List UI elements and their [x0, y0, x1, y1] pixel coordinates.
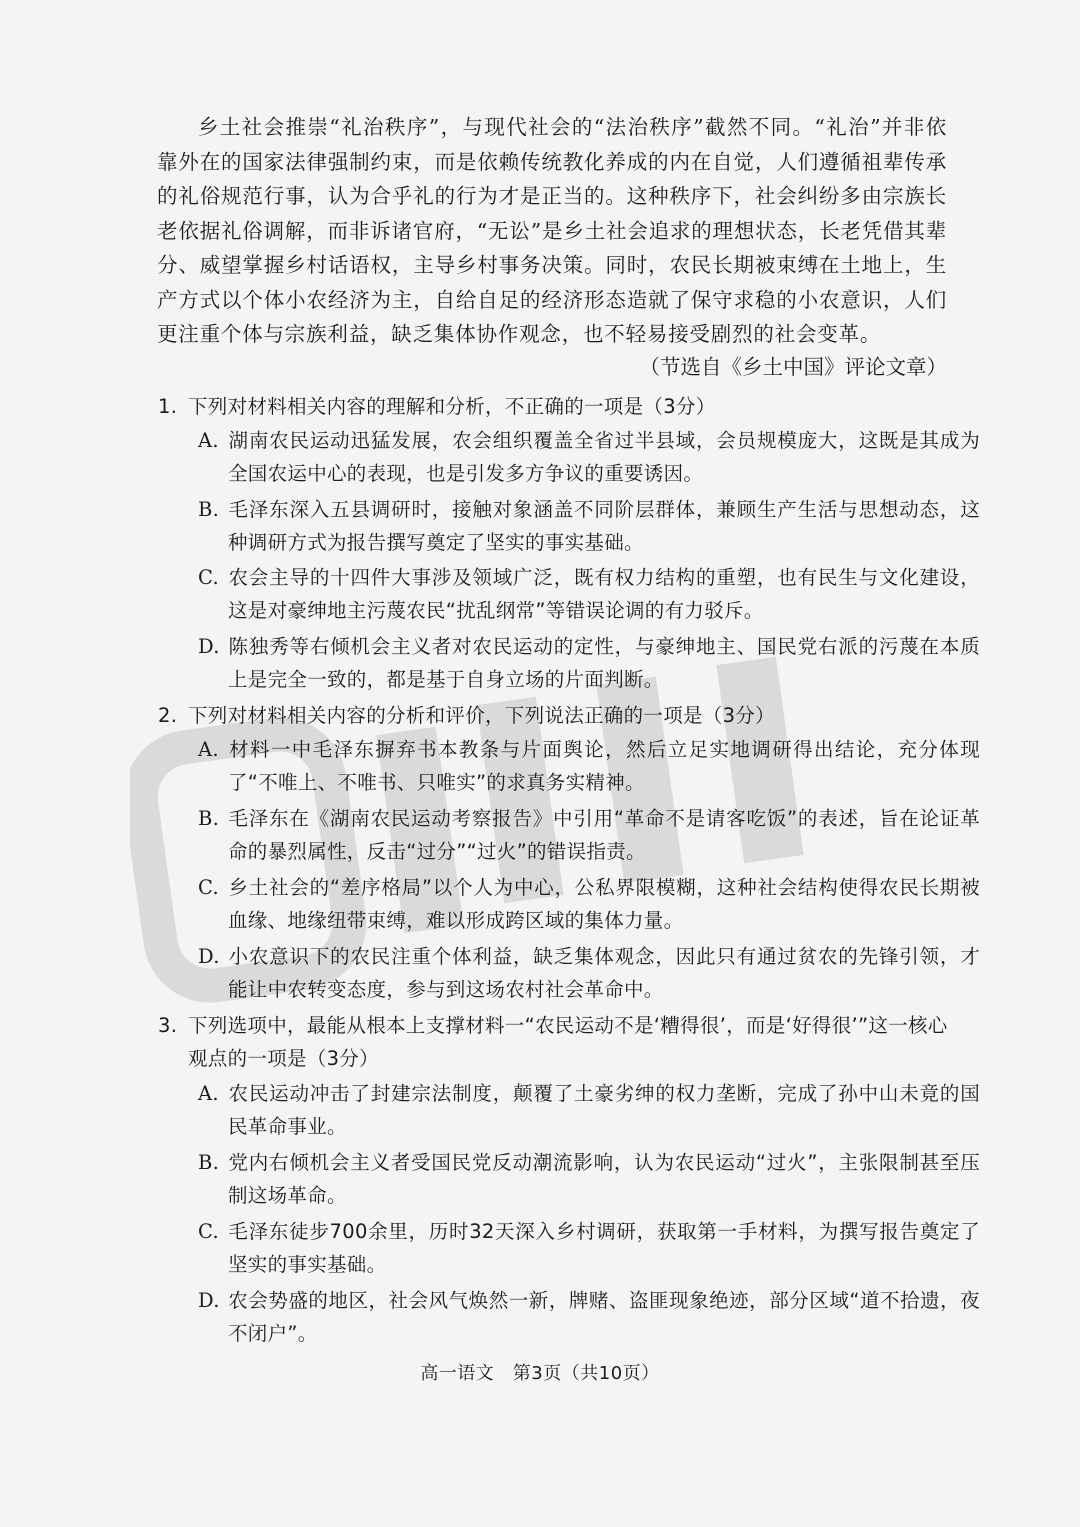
option-letter: C.	[198, 876, 220, 899]
option-text: 乡土社会的“差序格局”以个人为中心，公私界限模糊，这种社会结构使得农民长期被血缘、地缘纽带束缚，难以形成跨区域的集体力量。	[228, 876, 980, 932]
option-letter: B.	[198, 807, 220, 830]
page-footer: 高一语文 第3页（共10页）	[420, 1363, 660, 1384]
option-letter: A.	[198, 738, 219, 761]
question-number: 1.	[158, 395, 178, 418]
option-text: 小农意识下的农民注重个体利益，缺乏集体观念，因此只有通过贫农的先锋引领，才能让中农转变态度，参与到这场农村社会革命中。	[228, 945, 980, 1001]
question-3	[158, 1009, 948, 1075]
question-3-option-a[interactable]	[198, 1077, 980, 1143]
question-2-option-a[interactable]	[198, 733, 980, 799]
question-1-option-d[interactable]	[198, 630, 980, 696]
option-letter: C.	[198, 566, 220, 589]
option-letter: D.	[198, 945, 220, 968]
question-stem: 下列选项中，最能从根本上支撑材料一“农民运动不是‘糟得很’，而是‘好得很’”这一核心观点的一项是（3分）	[188, 1014, 948, 1070]
option-text: 毛泽东在《湖南农民运动考察报告》中引用“革命不是请客吃饭”的表述，旨在论证革命的暴烈属性，反击“过分”“过火”的错误指责。	[228, 807, 980, 863]
question-3-option-c[interactable]	[198, 1215, 980, 1281]
question-stem: 下列对材料相关内容的分析和评价，下列说法正确的一项是（3分）	[188, 704, 775, 727]
option-text: 毛泽东徒步700余里，历时32天深入乡村调研，获取第一手材料，为撰写报告奠定了坚实的事实基础。	[228, 1220, 980, 1276]
option-letter: A.	[198, 1082, 219, 1105]
question-number: 3.	[158, 1014, 178, 1037]
option-text: 陈独秀等右倾机会主义者对农民运动的定性，与豪绅地主、国民党右派的污蔑在本质上是完全一致的，都是基于自身立场的片面判断。	[228, 635, 980, 691]
question-1-option-a[interactable]	[198, 424, 980, 490]
option-text: 毛泽东深入五县调研时，接触对象涵盖不同阶层群体，兼顾生产生活与思想动态，这种调研方式为报告撰写奠定了坚实的事实基础。	[228, 498, 980, 554]
option-text: 湖南农民运动迅猛发展，农会组织覆盖全省过半县域，会员规模庞大，这既是其成为全国农运中心的表现，也是引发多方争议的重要诱因。	[228, 429, 980, 485]
option-text: 农会势盛的地区，社会风气焕然一新，牌赌、盗匪现象绝迹，部分区域“道不拾遗，夜不闭户”。	[228, 1289, 980, 1345]
option-letter: B.	[198, 498, 220, 521]
question-stem: 下列对材料相关内容的理解和分析，不正确的一项是（3分）	[188, 395, 716, 418]
question-3-option-b[interactable]	[198, 1146, 980, 1212]
option-text: 党内右倾机会主义者受国民党反动潮流影响，认为农民运动“过火”，主张限制甚至压制这场革命。	[228, 1151, 980, 1207]
option-letter: C.	[198, 1220, 220, 1243]
option-text: 农会主导的十四件大事涉及领域广泛，既有权力结构的重塑，也有民生与文化建设，这是对豪绅地主污蔑农民“扰乱纲常”等错误论调的有力驳斥。	[228, 566, 980, 622]
question-1	[158, 390, 958, 423]
question-2-option-d[interactable]	[198, 940, 980, 1006]
option-letter: D.	[198, 635, 220, 658]
question-3-option-d[interactable]	[198, 1284, 980, 1350]
passage-source: （节选自《乡土中国》评论文章）	[639, 355, 947, 379]
question-number: 2.	[158, 704, 178, 727]
option-text: 农民运动冲击了封建宗法制度，颠覆了土豪劣绅的权力垄断，完成了孙中山未竟的国民革命事业。	[228, 1082, 980, 1138]
question-1-option-c[interactable]	[198, 561, 980, 627]
question-2	[158, 699, 958, 732]
reading-passage: 乡土社会推崇“礼治秩序”，与现代社会的“法治秩序”截然不同。“礼治”并非依靠外在的国家法律强制约束，而是依赖传统教化养成的内在自觉，人们遵循祖辈传承的礼俗规范行事，认为合乎礼的行为才是正当的。这种秩序下，社会纠纷多由宗族长老依据礼俗调解，而非诉诸官府，“无讼”是乡土社会追求的理想状态，长老凭借其辈分、威望掌握乡村话语权，主导乡村事务决策。同时，农民长期被束缚在土地上，生产方式以个体小农经济为主，自给自足的经济形态造就了保守求稳的小农意识，人们更注重个体与宗族利益，缺乏集体协作观念，也不轻易接受剧烈的社会变革。	[157, 115, 947, 346]
option-letter: A.	[198, 429, 219, 452]
option-text: 材料一中毛泽东摒弃书本教条与片面舆论，然后立足实地调研得出结论，充分体现了“不唯上、不唯书、只唯实”的求真务实精神。	[228, 738, 980, 794]
question-1-option-b[interactable]	[198, 493, 980, 559]
question-2-option-c[interactable]	[198, 871, 980, 937]
option-letter: B.	[198, 1151, 220, 1174]
question-2-option-b[interactable]	[198, 802, 980, 868]
option-letter: D.	[198, 1289, 220, 1312]
